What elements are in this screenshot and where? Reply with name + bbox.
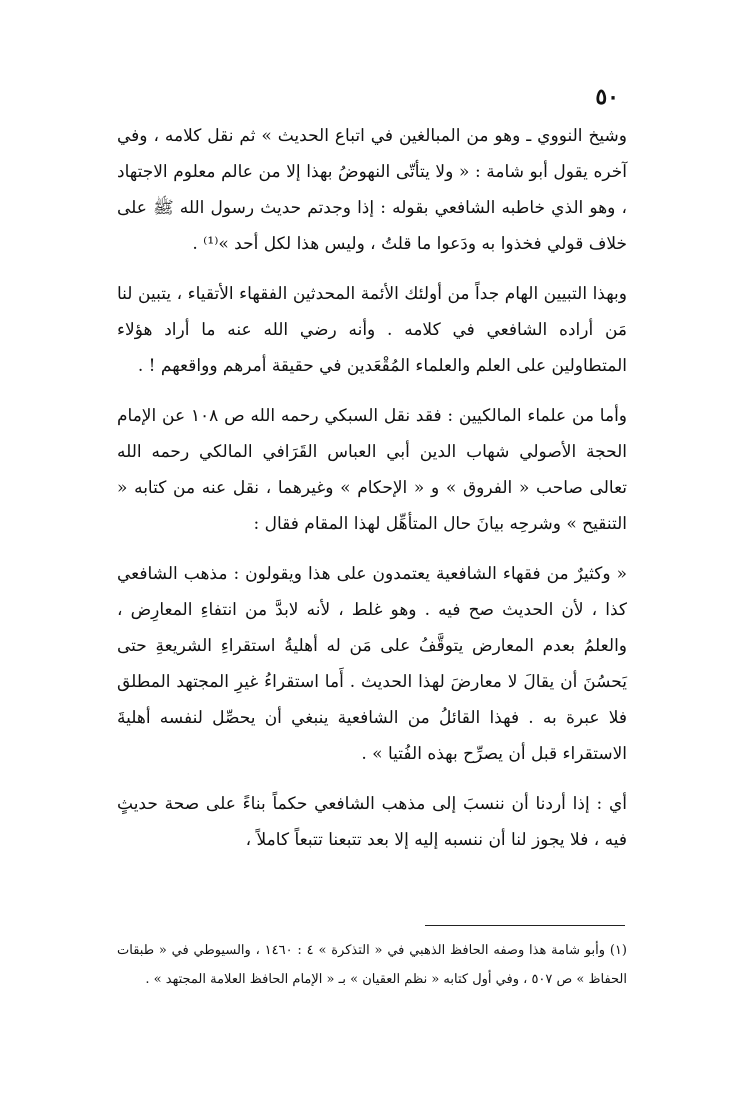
body-text xyxy=(117,118,627,858)
paragraph: وبهذا التبيين الهام جداً من أولئك الأئمة المحدثين الفقهاء الأتقياء ، يتبين لنا مَن أراده الشافعي في كلامه . وأنه رضي الله عنه ما أراد هؤلاء المتطاولين على العلم والعلماء المُقْعَدين في حقيقة أمرهم وواقعهم ! . xyxy=(117,284,627,376)
footnote: (١) وأبو شامة هذا وصفه الحافظ الذهبي في « التذكرة » ٤ : ١٤٦٠ ، والسيوطي في « طبقات الحفاظ » ص ٥٠٧ ، وفي أول كتابه « نظم العقيان » بـ « الإمام الحافظ العلامة المجتهد » . xyxy=(117,943,627,987)
page-number: ٥٠ xyxy=(595,84,619,110)
paragraph: وأما من علماء المالكيين : فقد نقل السبكي رحمه الله ص ١٠٨ عن الإمام الحجة الأصولي شهاب الدين أبي العباس القَرَافي المالكي رحمه الله تعالى صاحب « الفروق » و « الإحكام » وغيرهما ، نقل عنه من كتابه « التنقيح » وشرحِه بيانَ حال المتأهِّل لهذا المقام فقال : xyxy=(117,406,628,534)
quoted-paragraph: « وكثيرٌ من فقهاء الشافعية يعتمدون على هذا ويقولون : مذهب الشافعي كذا ، لأن الحديث صح فيه . وهو غلط ، لأنه لابدَّ من انتفاءِ المعارِض ، والعلمُ بعدم المعارض يتوقَّفُ على مَن له أهليةُ استقراءِ الشريعةِ حتى يَحسُنَ أن يقالَ لا معارضَ لهذا الحديث . أَما استقراءُ غيرِ المجتهد المطلق فلا عبرة به . فهذا القائلُ من الشافعية ينبغي أن يحصِّل لنفسه أهليةَ الاستقراء قبل أن يصرِّح بهذه الفُتيا » . xyxy=(117,564,627,764)
footnote-separator xyxy=(425,925,625,926)
paragraph: أي : إذا أردنا أن ننسبَ إلى مذهب الشافعي حكماً بناءً على صحة حديثٍ فيه ، فلا يجوز لنا أن ننسبه إليه إلا بعد تتبعنا تتبعاً كاملاً ، xyxy=(117,794,627,850)
paragraph: وشيخ النووي ـ وهو من المبالغين في اتباع الحديث » ثم نقل كلامه ، وفي آخره يقول أبو شامة : « ولا يتأتّى النهوضُ بهذا إلا من عالم معلوم الاجتهاد ، وهو الذي خاطبه الشافعي بقوله : إذا وجدتم حديث رسول الله ﷺ على خلاف قولي فخذوا به ودَعوا ما قلتُ ، وليس هذا لكل أحد »⁽¹⁾ . xyxy=(117,126,627,254)
